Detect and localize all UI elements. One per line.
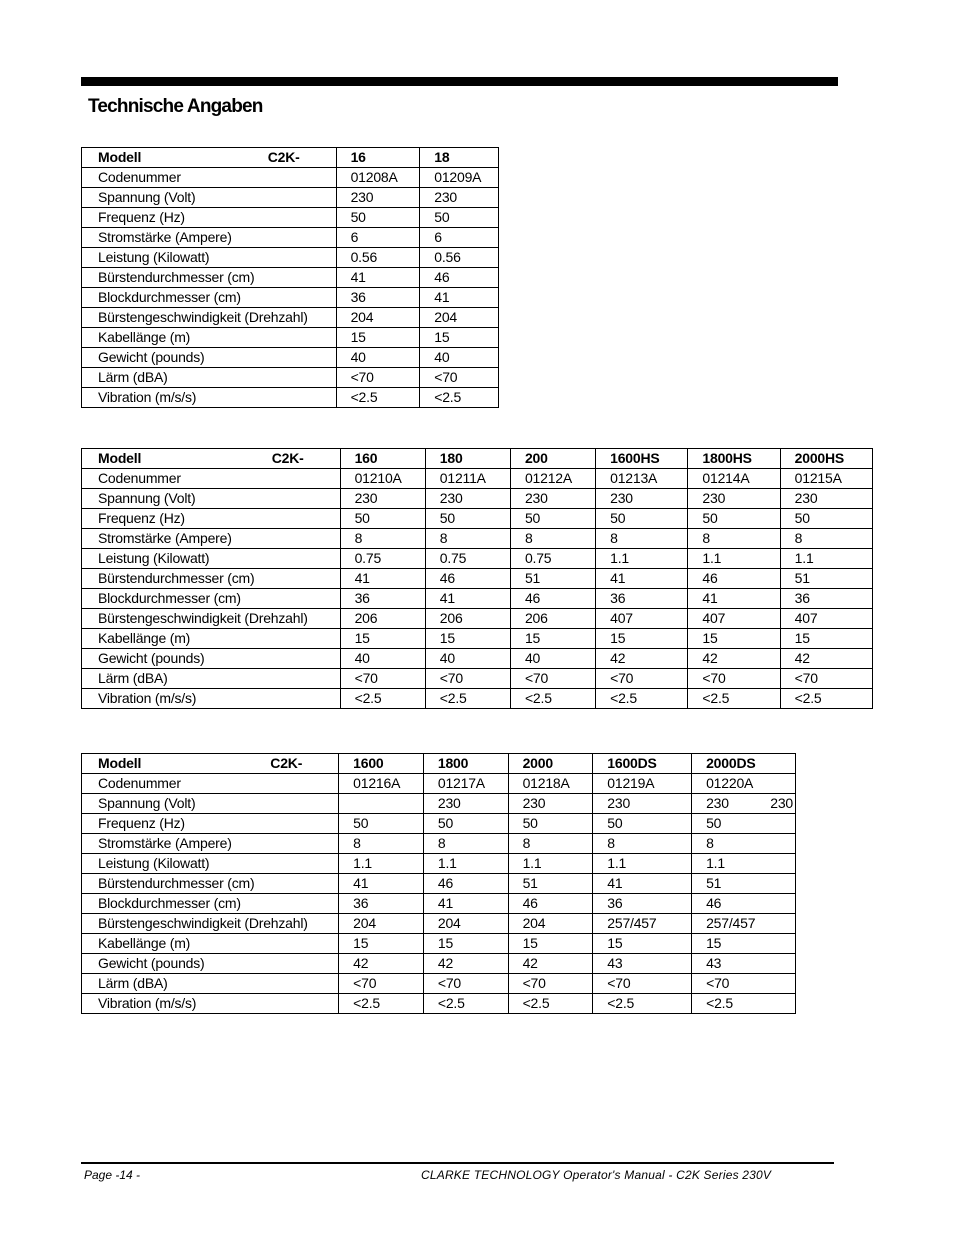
page-number: Page -14 - (84, 1168, 141, 1182)
spec-label-cell: Spannung (Volt) (82, 188, 337, 208)
spec-value-cell: 230 (336, 188, 420, 208)
spec-value-cell: 15 (423, 934, 508, 954)
spec-value-cell: 8 (780, 529, 872, 549)
spec-label-cell: Lärm (dBA) (82, 974, 339, 994)
spec-value-cell: 230 (510, 489, 595, 509)
spec-value-cell: 8 (596, 529, 688, 549)
spec-label-cell: Frequenz (Hz) (82, 509, 341, 529)
spec-value-cell: 8 (340, 529, 425, 549)
spec-table-2 (81, 448, 873, 709)
spec-value-cell: 204 (339, 914, 424, 934)
spec-label-cell: Spannung (Volt) (82, 794, 339, 814)
spec-row (82, 248, 499, 268)
spec-value-cell: 1.1 (688, 549, 780, 569)
spec-value-cell: 40 (336, 348, 420, 368)
spec-value-cell: 41 (596, 569, 688, 589)
spec-row (82, 894, 796, 914)
spec-value-cell: 51 (508, 874, 593, 894)
spec-value-cell: <70 (692, 974, 796, 994)
spec-label-cell: Bürstendurchmesser (cm) (82, 268, 337, 288)
spec-value-cell: 36 (340, 589, 425, 609)
spec-row (82, 208, 499, 228)
spec-value-cell: <2.5 (692, 994, 796, 1014)
spec-value-cell: <70 (510, 669, 595, 689)
model-name-cell: 1600DS (593, 754, 692, 774)
spec-value-cell: 01216A (339, 774, 424, 794)
spec-row (82, 974, 796, 994)
spec-row (82, 308, 499, 328)
spec-value-cell: 36 (339, 894, 424, 914)
spec-value-cell: 230 (423, 794, 508, 814)
spec-value-cell: <2.5 (780, 689, 872, 709)
spec-value-cell: <70 (508, 974, 593, 994)
spec-row (82, 328, 499, 348)
spec-row (82, 689, 873, 709)
spec-value-cell: 15 (780, 629, 872, 649)
spec-value-cell: 15 (596, 629, 688, 649)
spec-value-cell: 41 (336, 268, 420, 288)
spec-value-cell: 42 (688, 649, 780, 669)
spec-value-cell: 50 (508, 814, 593, 834)
spec-value-cell: <2.5 (336, 388, 420, 408)
spec-row (82, 388, 499, 408)
spec-value-cell: 42 (339, 954, 424, 974)
spec-row (82, 934, 796, 954)
spec-row (82, 188, 499, 208)
spec-value-cell: 51 (780, 569, 872, 589)
spec-value-cell: 8 (508, 834, 593, 854)
spec-value-cell: 50 (510, 509, 595, 529)
spec-value-cell: 0.56 (420, 248, 499, 268)
spec-value-cell: 204 (423, 914, 508, 934)
spec-row (82, 549, 873, 569)
spec-label-cell: Bürstengeschwindigkeit (Drehzahl) (82, 308, 337, 328)
spec-row (82, 489, 873, 509)
spec-value-cell: 42 (596, 649, 688, 669)
spec-value-cell: 46 (420, 268, 499, 288)
spec-value-cell: 8 (339, 834, 424, 854)
spec-value-cell: 0.75 (510, 549, 595, 569)
spec-value-cell: <70 (420, 368, 499, 388)
spec-value-cell: 42 (508, 954, 593, 974)
spec-row (82, 168, 499, 188)
spec-row (82, 609, 873, 629)
spec-row (82, 874, 796, 894)
spec-label-cell: Stromstärke (Ampere) (82, 529, 341, 549)
spec-value-cell: 43 (692, 954, 796, 974)
spec-value-cell: <2.5 (425, 689, 510, 709)
spec-value-cell: 1.1 (339, 854, 424, 874)
spec-label-cell: Leistung (Kilowatt) (82, 549, 341, 569)
spec-value-cell: 43 (593, 954, 692, 974)
spec-value-cell: <2.5 (340, 689, 425, 709)
spec-value-cell: <2.5 (339, 994, 424, 1014)
spec-value-cell: 8 (510, 529, 595, 549)
spec-value-cell: 1.1 (780, 549, 872, 569)
spec-value-cell: 01217A (423, 774, 508, 794)
spec-row (82, 914, 796, 934)
spec-value-cell: <70 (425, 669, 510, 689)
spec-label-cell: Blockdurchmesser (cm) (82, 589, 341, 609)
spec-value-cell: 36 (593, 894, 692, 914)
spec-row (82, 669, 873, 689)
spec-label-cell: Kabellänge (m) (82, 934, 339, 954)
spec-value-cell: 15 (339, 934, 424, 954)
series-prefix: C2K- (270, 755, 303, 771)
spec-label-cell: Bürstengeschwindigkeit (Drehzahl) (82, 609, 341, 629)
spec-value-cell: 1.1 (423, 854, 508, 874)
spec-label-cell: Lärm (dBA) (82, 368, 337, 388)
spec-value-cell: 50 (425, 509, 510, 529)
spec-value-cell: <2.5 (420, 388, 499, 408)
spec-value-cell: 46 (423, 874, 508, 894)
spec-value-cell: 204 (420, 308, 499, 328)
modell-label-cell (82, 754, 339, 774)
spec-value-cell: 01220A (692, 774, 796, 794)
spec-value-cell: 01218A (508, 774, 593, 794)
spec-value-cell: 15 (420, 328, 499, 348)
spec-value-cell: 204 (336, 308, 420, 328)
modell-label: Modell (98, 450, 142, 466)
spec-value-cell: 36 (596, 589, 688, 609)
model-name-cell: 200 (510, 449, 595, 469)
spec-value-cell: 41 (339, 874, 424, 894)
spec-value-cell: 15 (425, 629, 510, 649)
spec-value-cell: <70 (340, 669, 425, 689)
spec-value-cell: 230 (508, 794, 593, 814)
spec-value-cell: 51 (692, 874, 796, 894)
spec-value-cell: 15 (336, 328, 420, 348)
spec-label-cell: Lärm (dBA) (82, 669, 341, 689)
spec-value-cell: 1.1 (508, 854, 593, 874)
spec-value-cell: 230 (688, 489, 780, 509)
spec-value-cell: 51 (510, 569, 595, 589)
spec-label-cell: Codenummer (82, 469, 341, 489)
spec-value-cell: 50 (423, 814, 508, 834)
spec-value-cell: 8 (593, 834, 692, 854)
spec-value-cell: 204 (508, 914, 593, 934)
spec-value-cell: 41 (593, 874, 692, 894)
spec-value-cell: 230 (340, 489, 425, 509)
spec-row (82, 774, 796, 794)
stray-voltage-value: 230 (770, 795, 793, 811)
spec-value-cell: 15 (508, 934, 593, 954)
spec-row (82, 288, 499, 308)
spec-value-cell: <70 (688, 669, 780, 689)
spec-value-cell: 1.1 (593, 854, 692, 874)
model-header-row (82, 148, 499, 168)
spec-label-cell: Vibration (m/s/s) (82, 388, 337, 408)
spec-value-cell: <70 (593, 974, 692, 994)
spec-row (82, 834, 796, 854)
spec-value-cell: 50 (780, 509, 872, 529)
spec-label-cell: Kabellänge (m) (82, 629, 341, 649)
spec-value-cell: 36 (780, 589, 872, 609)
spec-row (82, 348, 499, 368)
model-name-cell: 160 (340, 449, 425, 469)
spec-label-cell: Spannung (Volt) (82, 489, 341, 509)
spec-label-cell: Bürstendurchmesser (cm) (82, 569, 341, 589)
spec-value-cell: 206 (425, 609, 510, 629)
model-name-cell: 1600HS (596, 449, 688, 469)
spec-value-cell: 01213A (596, 469, 688, 489)
spec-value-cell: 46 (510, 589, 595, 609)
spec-row (82, 268, 499, 288)
spec-value-cell: <70 (423, 974, 508, 994)
manual-title: CLARKE TECHNOLOGY Operator's Manual - C2K Series 230V (421, 1168, 772, 1182)
spec-value-cell: 15 (692, 934, 796, 954)
spec-value-cell: 42 (780, 649, 872, 669)
spec-value-cell: 40 (425, 649, 510, 669)
spec-value-cell: 8 (425, 529, 510, 549)
spec-value-cell: 50 (596, 509, 688, 529)
spec-value-cell: 50 (340, 509, 425, 529)
spec-value-cell: <2.5 (508, 994, 593, 1014)
spec-value-cell: 206 (340, 609, 425, 629)
model-name-cell: 1800 (423, 754, 508, 774)
model-name-cell: 16 (336, 148, 420, 168)
spec-value-cell: 8 (423, 834, 508, 854)
spec-table-1 (81, 147, 499, 408)
model-name-cell: 18 (420, 148, 499, 168)
spec-value-cell: 01212A (510, 469, 595, 489)
spec-value-cell: <2.5 (596, 689, 688, 709)
spec-value-cell: 407 (596, 609, 688, 629)
spec-value-cell: 41 (423, 894, 508, 914)
modell-label: Modell (98, 755, 142, 771)
spec-value-cell: 0.75 (425, 549, 510, 569)
spec-row (82, 649, 873, 669)
spec-value-cell: 46 (692, 894, 796, 914)
spec-value-cell: 407 (780, 609, 872, 629)
spec-label-cell: Stromstärke (Ampere) (82, 228, 337, 248)
spec-value-cell: 46 (425, 569, 510, 589)
spec-value-cell: 40 (420, 348, 499, 368)
spec-row (82, 794, 796, 814)
spec-row (82, 469, 873, 489)
header-rule (81, 77, 838, 86)
spec-value-cell: 15 (510, 629, 595, 649)
spec-value-cell: 407 (688, 609, 780, 629)
spec-value-cell: <70 (596, 669, 688, 689)
spec-value-cell (339, 794, 424, 814)
spec-value-cell: 0.75 (340, 549, 425, 569)
spec-value-cell: 15 (593, 934, 692, 954)
spec-label-cell: Stromstärke (Ampere) (82, 834, 339, 854)
spec-row (82, 814, 796, 834)
spec-row (82, 228, 499, 248)
spec-row (82, 589, 873, 609)
spec-value-cell: 01209A (420, 168, 499, 188)
spec-value-cell: 15 (688, 629, 780, 649)
model-header-row (82, 449, 873, 469)
spec-label-cell: Leistung (Kilowatt) (82, 248, 337, 268)
model-name-cell: 2000DS (692, 754, 796, 774)
spec-value-cell: <70 (780, 669, 872, 689)
spec-label-cell: Gewicht (pounds) (82, 348, 337, 368)
spec-row (82, 994, 796, 1014)
spec-label-cell: Frequenz (Hz) (82, 814, 339, 834)
spec-value-cell: 50 (593, 814, 692, 834)
spec-label-cell: Codenummer (82, 168, 337, 188)
spec-value-cell: 40 (510, 649, 595, 669)
spec-label-cell: Codenummer (82, 774, 339, 794)
model-name-cell: 1600 (339, 754, 424, 774)
modell-label: Modell (98, 149, 142, 165)
modell-label-cell (82, 148, 337, 168)
spec-value-cell: 42 (423, 954, 508, 974)
spec-value-cell: <2.5 (688, 689, 780, 709)
spec-row (82, 529, 873, 549)
spec-value-cell: 50 (688, 509, 780, 529)
series-prefix: C2K- (267, 149, 300, 165)
spec-value-cell: 41 (420, 288, 499, 308)
model-name-cell: 180 (425, 449, 510, 469)
series-prefix: C2K- (271, 450, 304, 466)
spec-value-cell: 257/457 (692, 914, 796, 934)
modell-label-cell (82, 449, 341, 469)
spec-value-cell: 15 (340, 629, 425, 649)
spec-label-cell: Blockdurchmesser (cm) (82, 894, 339, 914)
spec-label-cell: Vibration (m/s/s) (82, 994, 339, 1014)
spec-value-cell: 230 (425, 489, 510, 509)
model-name-cell: 2000 (508, 754, 593, 774)
spec-label-cell: Gewicht (pounds) (82, 649, 341, 669)
spec-row (82, 569, 873, 589)
spec-value-cell: 206 (510, 609, 595, 629)
spec-value-cell: 50 (339, 814, 424, 834)
spec-value-cell: <2.5 (510, 689, 595, 709)
spec-label-cell: Bürstengeschwindigkeit (Drehzahl) (82, 914, 339, 934)
spec-value-cell: 41 (688, 589, 780, 609)
spec-value-cell: 8 (688, 529, 780, 549)
spec-value-cell: 0.56 (336, 248, 420, 268)
spec-value-cell: 01210A (340, 469, 425, 489)
spec-value-cell: 1.1 (692, 854, 796, 874)
spec-label-cell: Blockdurchmesser (cm) (82, 288, 337, 308)
spec-value-cell: 36 (336, 288, 420, 308)
spec-label-cell: Vibration (m/s/s) (82, 689, 341, 709)
spec-row (82, 368, 499, 388)
spec-value-cell: 50 (692, 814, 796, 834)
spec-value-cell: 46 (688, 569, 780, 589)
model-header-row (82, 754, 796, 774)
spec-value-cell: 01214A (688, 469, 780, 489)
spec-value-cell: 1.1 (596, 549, 688, 569)
spec-label-cell: Frequenz (Hz) (82, 208, 337, 228)
footer-rule (81, 1162, 834, 1164)
spec-value-cell: 40 (340, 649, 425, 669)
page-title: Technische Angaben (88, 96, 263, 117)
spec-label-cell: Gewicht (pounds) (82, 954, 339, 974)
spec-value-cell: 50 (336, 208, 420, 228)
spec-row (82, 854, 796, 874)
spec-value-cell: <2.5 (593, 994, 692, 1014)
spec-row (82, 954, 796, 974)
spec-value-cell: 6 (420, 228, 499, 248)
spec-value-cell: 230 (596, 489, 688, 509)
spec-value-cell: 46 (508, 894, 593, 914)
spec-value-cell: 41 (425, 589, 510, 609)
spec-value-cell: 41 (340, 569, 425, 589)
spec-label-cell: Kabellänge (m) (82, 328, 337, 348)
spec-value-cell: 01219A (593, 774, 692, 794)
spec-value-cell: <70 (339, 974, 424, 994)
spec-value-cell: 01215A (780, 469, 872, 489)
spec-value-cell: 01211A (425, 469, 510, 489)
spec-row (82, 509, 873, 529)
spec-value-cell: 01208A (336, 168, 420, 188)
spec-label-cell: Leistung (Kilowatt) (82, 854, 339, 874)
spec-label-cell: Bürstendurchmesser (cm) (82, 874, 339, 894)
spec-value-cell: <70 (336, 368, 420, 388)
spec-value-cell: 50 (420, 208, 499, 228)
spec-table-3 (81, 753, 796, 1014)
spec-value-cell: 6 (336, 228, 420, 248)
spec-value-cell: 230 230 (692, 794, 796, 814)
model-name-cell: 1800HS (688, 449, 780, 469)
spec-value-cell: 8 (692, 834, 796, 854)
spec-value-cell: 230 (780, 489, 872, 509)
spec-value-cell: <2.5 (423, 994, 508, 1014)
spec-row (82, 629, 873, 649)
spec-value-cell: 257/457 (593, 914, 692, 934)
spec-value-cell: 230 (420, 188, 499, 208)
spec-value-cell: 230 (593, 794, 692, 814)
model-name-cell: 2000HS (780, 449, 872, 469)
